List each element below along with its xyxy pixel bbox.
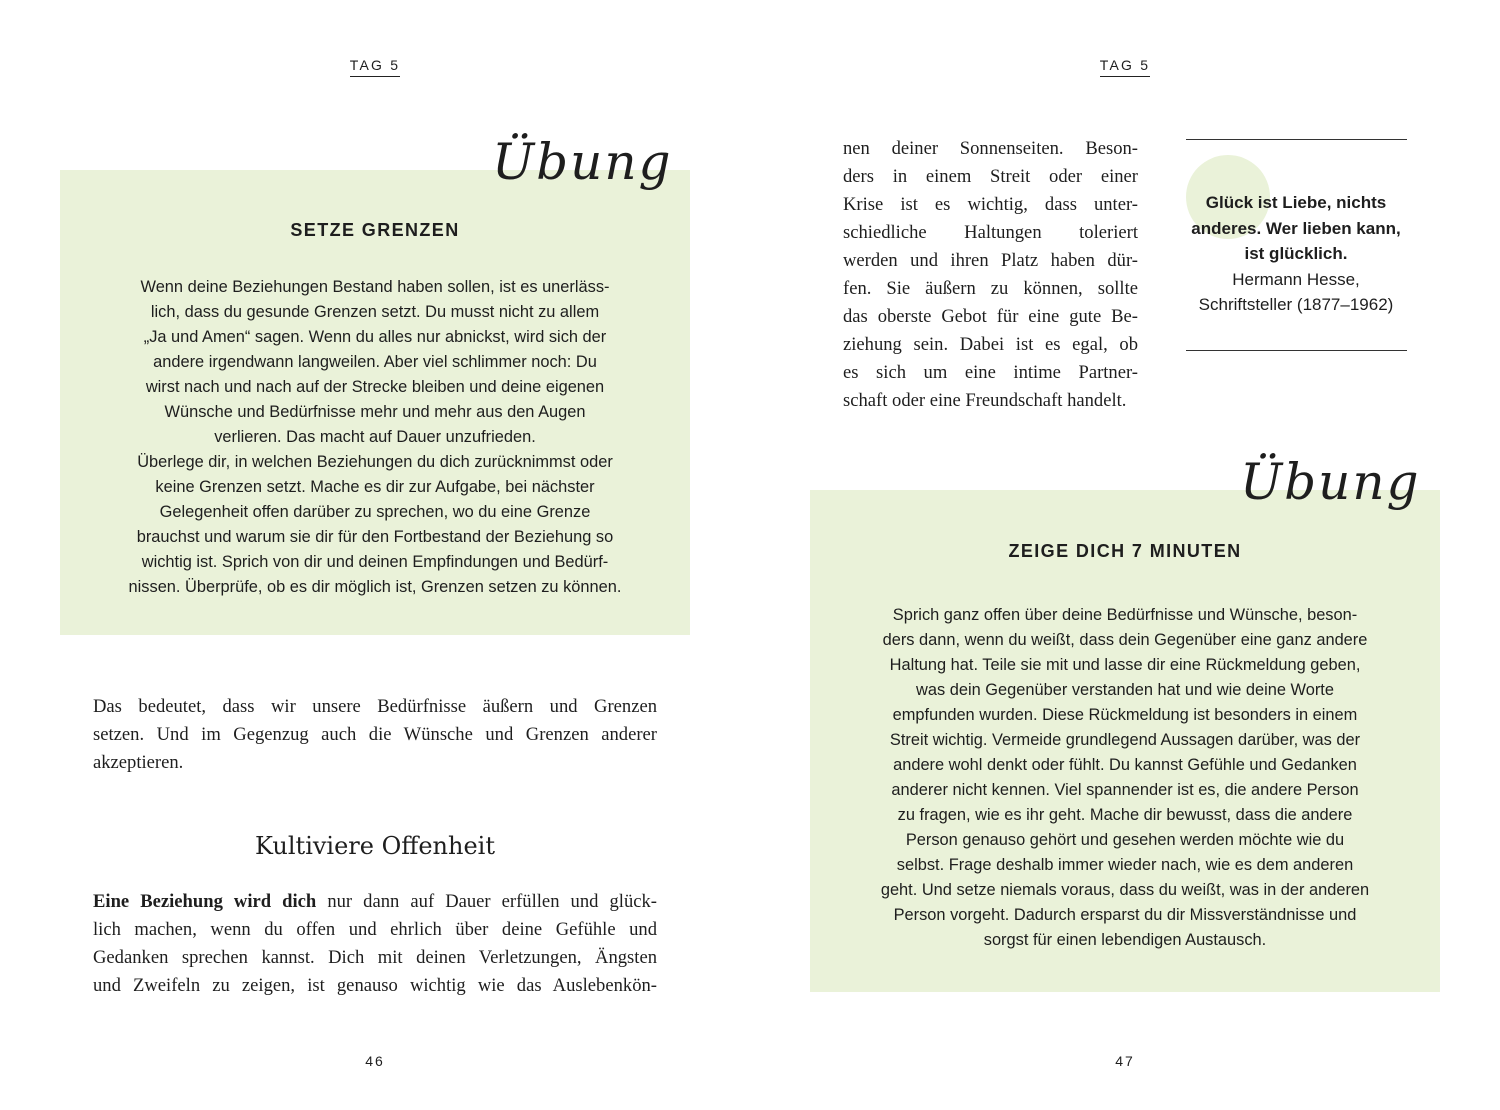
exercise-title-right: ZEIGE DICH 7 MINUTEN <box>1008 541 1242 561</box>
quote-author-role: Schriftsteller (1877–1962) <box>1198 295 1394 314</box>
exercise-line: Gelegenheit offen darüber zu sprechen, wo du eine Grenze <box>159 503 591 521</box>
paragraph-line: ders in einem Streit oder einer <box>843 166 1138 187</box>
exercise-line: wirst nach und nach auf der Strecke bleiben und deine eigenen <box>145 378 605 396</box>
exercise-line: Haltung hat. Teile sie mit und lasse dir eine Rückmeldung geben, <box>889 656 1361 674</box>
paragraph-line: das oberste Gebot für eine gute Be- <box>843 306 1138 327</box>
exercise-line: „Ja und Amen“ sagen. Wenn du alles nur abnickst, wird sich der <box>143 328 607 346</box>
paragraph-first-line-rest: nur dann auf Dauer erfüllen und glück- <box>316 891 657 912</box>
paragraph-line: fen. Sie äußern zu können, sollte <box>843 278 1138 299</box>
exercise-title-left: SETZE GRENZEN <box>290 220 460 240</box>
exercise-script-label-right: Übung <box>1240 453 1421 511</box>
paragraph-line: Krise ist es wichtig, dass unter- <box>843 194 1138 215</box>
exercise-body-right <box>810 603 1440 953</box>
page-number-left: 46 <box>365 1053 385 1069</box>
exercise-line: zu fragen, wie es ihr geht. Mache dir bewusst, dass die andere <box>897 806 1353 824</box>
paragraph-line: setzen. Und im Gegenzug auch die Wünsche und Grenzen anderer <box>93 724 657 745</box>
quote-block <box>1176 190 1416 318</box>
exercise-line: Überlege dir, in welchen Beziehungen du dich zurücknimmst oder <box>137 453 613 471</box>
quote-rule-bottom <box>1186 350 1407 351</box>
exercise-line: Person genauso gehört und gesehen werden möchte wie du <box>905 831 1345 849</box>
quote-rule-top <box>1186 139 1407 140</box>
exercise-line: Sprich ganz offen über deine Bedürfnisse und Wünsche, beson- <box>892 606 1358 624</box>
exercise-line: verlieren. Das macht auf Dauer unzufrieden. <box>214 428 536 446</box>
running-head-left: TAG 5 <box>315 57 435 77</box>
exercise-line: nissen. Überprüfe, ob es dir möglich ist, Grenzen setzen zu können. <box>128 578 622 596</box>
body-paragraph-1 <box>93 693 657 777</box>
quote-author: Hermann Hesse, <box>1232 269 1360 289</box>
exercise-line: wichtig ist. Sprich von dir und deinen Empfindungen und Bedürf- <box>141 553 609 571</box>
exercise-line: anderer nicht kennen. Viel spannender ist es, die andere Person <box>891 781 1359 799</box>
exercise-line: Wenn deine Beziehungen Bestand haben sollen, ist es unerläss- <box>140 278 610 296</box>
exercise-line: andere irgendwann langweilen. Aber viel schlimmer noch: Du <box>153 353 597 371</box>
body-column-right <box>843 135 1138 415</box>
paragraph-line: akzeptieren. <box>93 752 184 773</box>
exercise-line: andere wohl denkt oder fühlt. Du kannst Gefühle und Gedanken <box>893 756 1357 774</box>
exercise-line: empfunden wurden. Diese Rückmeldung ist besonders in einem <box>892 706 1358 724</box>
exercise-line: Person vorgeht. Dadurch ersparst du dir Missverständnisse und <box>893 906 1357 924</box>
paragraph-line: nen deiner Sonnenseiten. Beson- <box>843 138 1138 159</box>
quote-line: ist glücklich. <box>1244 244 1348 263</box>
exercise-line: was dein Gegenüber verstanden hat und wie deine Worte <box>916 681 1334 699</box>
section-heading: Kultiviere Offenheit <box>255 832 495 860</box>
running-head-right: TAG 5 <box>1065 57 1185 77</box>
quote-line: anderes. Wer lieben kann, <box>1191 218 1401 238</box>
paragraph-line <box>93 888 657 916</box>
exercise-body-left <box>60 275 690 600</box>
paragraph-line: Das bedeutet, dass wir unsere Bedürfnisse äußern und Grenzen <box>93 696 657 717</box>
exercise-line: keine Grenzen setzt. Mache es dir zur Aufgabe, bei nächster <box>155 478 595 496</box>
paragraph-lead-in: Eine Beziehung wird dich <box>93 891 317 912</box>
paragraph-line: Gedanken sprechen kannst. Dich mit deinen Verletzungen, Ängsten <box>93 947 657 968</box>
exercise-line: Streit wichtig. Vermeide grundlegend Aussagen darüber, was der <box>889 731 1361 749</box>
exercise-line: selbst. Frage deshalb immer wieder nach, wie es dem anderen <box>896 856 1354 874</box>
body-paragraph-2 <box>93 888 657 1000</box>
page-number-right: 47 <box>1115 1053 1135 1069</box>
paragraph-line: schiedliche Haltungen toleriert <box>843 222 1138 243</box>
exercise-line: geht. Und setze niemals voraus, dass du weißt, was in der anderen <box>880 881 1370 899</box>
exercise-line: Wünsche und Bedürfnisse mehr und mehr aus den Augen <box>164 403 586 421</box>
exercise-line: lich, dass du gesunde Grenzen setzt. Du musst nicht zu allem <box>150 303 600 321</box>
paragraph-line: und Zweifeln zu zeigen, ist genauso wichtig wie das Auslebenkön- <box>93 975 657 996</box>
paragraph-line: lich machen, wenn du offen und ehrlich über deine Gefühle und <box>93 919 657 940</box>
exercise-line: ders dann, wenn du weißt, dass dein Gegenüber eine ganz andere <box>882 631 1368 649</box>
exercise-line: sorgst für einen lebendigen Austausch. <box>983 931 1267 949</box>
paragraph-line: es sich um eine intime Partner- <box>843 362 1138 383</box>
quote-line: Glück ist Liebe, nichts <box>1205 193 1387 212</box>
exercise-line: brauchst und warum sie dir für den Fortbestand der Beziehung so <box>136 528 614 546</box>
paragraph-line: ziehung sein. Dabei ist es egal, ob <box>843 334 1138 355</box>
paragraph-line: werden und ihren Platz haben dür- <box>843 250 1138 271</box>
exercise-script-label-left: Übung <box>492 133 673 191</box>
paragraph-line: schaft oder eine Freundschaft handelt. <box>843 390 1127 411</box>
